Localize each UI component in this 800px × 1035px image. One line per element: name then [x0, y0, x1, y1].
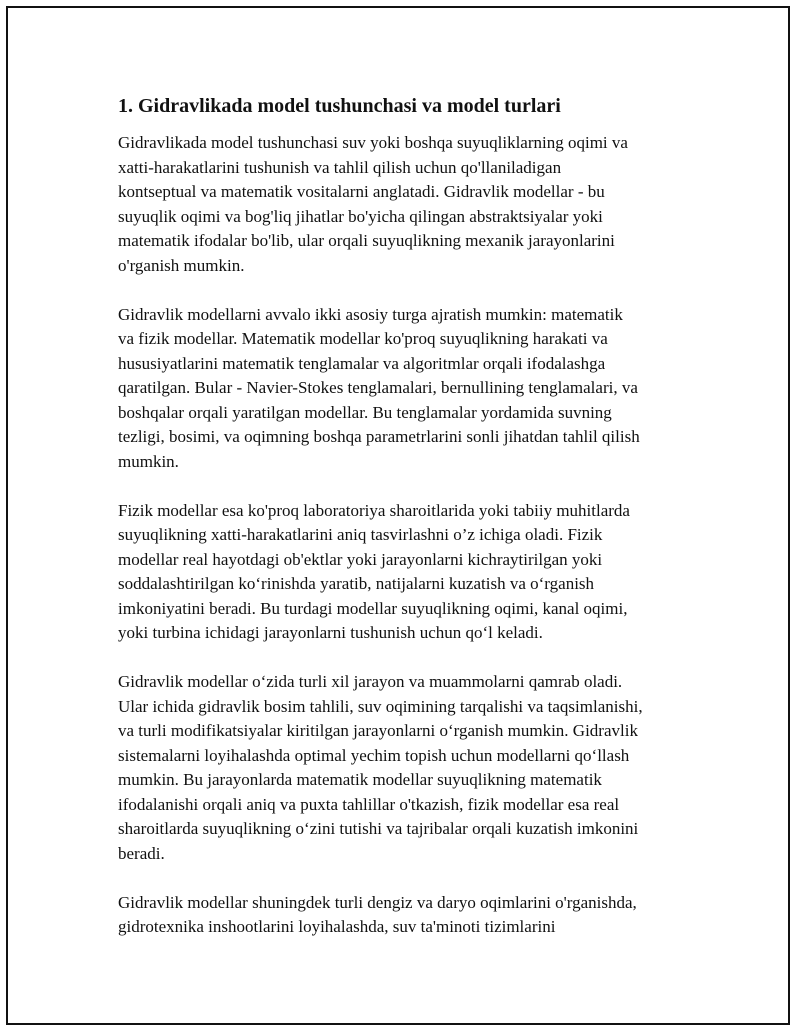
paragraph-model-types: Gidravlik modellarni avvalo ikki asosiy turga ajratish mumkin: matematik va fizik modellar. Matematik modellar ko'proq suyuqlikning harakati va hususiyatlarini matematik tenglamalar va algoritmlar orqali ifodalashga qaratilgan. Bular - Navier-Stokes tenglamalari, bernullining tenglamalari, va boshqalar orqali yaratilgan modellar. Bu tenglamalar yordamida suvning tezligi, bosimi, va oqimning boshqa parametrlarini sonli jihatdan tahlil qilish mumkin. — [118, 304, 640, 471]
paragraph-physical-models: Fizik modellar esa ko'proq laboratoriya sharoitlarida yoki tabiiy muhitlarda suyuqlikning xatti-harakatlarini aniq tasvirlashni o’z ichiga oladi. Fizik modellar real hayotdagi ob'ektlar yoki jarayonlarni kichraytirilgan yoki soddalashtirilgan ko‘rinishda yaratib, natijalarni kuzatish va o‘rganish imkoniyatini beradi. Bu turdagi modellar suyuqlikning oqimi, kanal oqimi, yoki turbina ichidagi jarayonlarni tushunish uchun qo‘l keladi. — [118, 500, 630, 642]
paragraph-further-uses: Gidravlik modellar shuningdek turli dengiz va daryo oqimlarini o'rganishda, gidrotexnika inshootlarini loyihalashda, suv ta'minoti tizimlarini — [118, 892, 637, 936]
document-body — [118, 93, 688, 964]
paragraph-model-concept: Gidravlikada model tushunchasi suv yoki boshqa suyuqliklarning oqimi va xatti-harakatlarini tushunish va tahlil qilish uchun qo'llaniladigan kontseptual va matematik vositalarni anglatadi. Gidravlik modellar - bu suyuqlik oqimi va bog'liq jihatlar bo'yicha qilingan abstraktsiyalar yoki matematik ifodalar bo'lib, ular orqali suyuqlikning mexanik jarayonlarini o'rganish mumkin. — [118, 133, 628, 275]
section-heading: 1. Gidravlikada model tushunchasi va model turlari — [118, 95, 561, 117]
paragraph-model-applications: Gidravlik modellar o‘zida turli xil jarayon va muammolarni qamrab oladi. Ular ichida gidravlik bosim tahlili, suv oqimining tarqalishi va taqsimlanishi, va turli modifikatsiyalar kiritilgan jarayonlarni o‘rganish mumkin. Gidravlik sistemalarni loyihalashda optimal yechim topish uchun modellarni qo‘llash mumkin. Bu jarayonlarda matematik modellar suyuqlikning matematik ifodalanishi orqali aniq va puxta tahlillar o'tkazish, fizik modellar esa real sharoitlarda suyuqlikning o‘zini tutishi va tajribalar orqali kuzatish imkonini beradi. — [118, 672, 643, 863]
